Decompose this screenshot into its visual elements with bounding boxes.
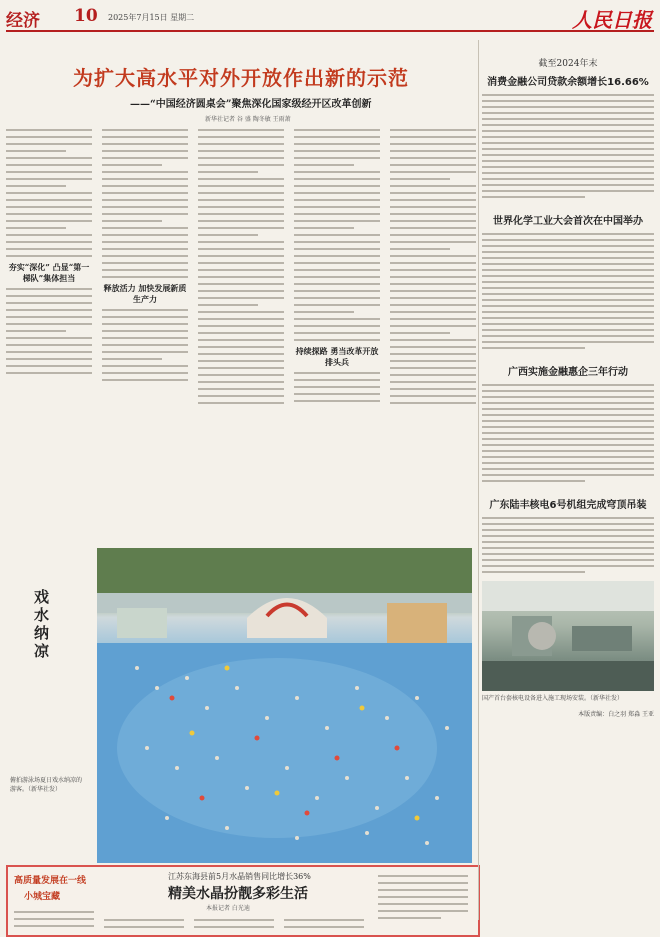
brief-4-body (482, 517, 654, 573)
lead-subhead-1: 夯实“深化” 凸显“第一梯队”集体担当 (8, 262, 90, 283)
feature-story-box (6, 865, 480, 937)
brief-2-headline: 世界化学工业大会首次在中国举办 (493, 216, 643, 227)
lead-subheadline: ——“中国经济圆桌会”聚焦深化国家级经开区改革创新 (130, 99, 372, 110)
photo-story-title: 戏水纳凉 (34, 588, 50, 660)
text-column (294, 125, 380, 545)
issue-date: 2025年7月15日 星期二 (108, 13, 195, 22)
brief-3-headline: 广西实施金融惠企三年行动 (508, 367, 628, 378)
feature-text-column (284, 915, 364, 933)
brief-2-body (482, 233, 654, 349)
section-name: 经济 (6, 11, 40, 31)
page-editor-credit: 本版责编：白之羽 郑淼 王亚 (578, 711, 654, 718)
feature-headline: 精美水晶扮靓多彩生活 (168, 886, 308, 902)
photo-story (6, 548, 90, 863)
text-column (6, 125, 92, 545)
text-column (102, 125, 188, 545)
column-divider (478, 40, 479, 920)
masthead (6, 4, 654, 32)
brief-4-headline: 广东陆丰核电6号机组完成穹顶吊装 (489, 500, 647, 511)
lead-headline: 为扩大高水平对外开放作出新的示范 (73, 66, 409, 90)
sidebar-photo-caption: 国产首台套核电设备进入施工现场安装。（新华社发） (482, 695, 624, 702)
feature-kicker: 江苏东海县前5月水晶销售同比增长36% (168, 872, 311, 881)
feature-byline: 本报记者 白光迪 (206, 905, 250, 912)
sidebar-photo (482, 581, 654, 691)
brief-3-body (482, 384, 654, 482)
feature-text-column (14, 907, 94, 932)
brief-1-body (482, 94, 654, 198)
feature-text-column (104, 915, 184, 933)
lead-subhead-2: 释放活力 加快发展新质生产力 (103, 283, 187, 304)
feature-tag-2: 小城宝藏 (24, 892, 61, 902)
brief-1-headline: 消费金融公司贷款余额增长16.66% (487, 77, 649, 88)
text-column (198, 125, 284, 545)
lead-subhead-3: 持续探路 勇当改革开放排头兵 (295, 346, 379, 367)
news-brief-sidebar (482, 40, 654, 920)
lead-byline: 新华社记者 谷 盛 陶冬敏 王雨萧 (205, 116, 291, 123)
brief-1-kicker: 截至2024年末 (538, 59, 598, 69)
water-park-photo (97, 548, 472, 863)
page-number: 10 (74, 6, 98, 26)
sidebar-photo-illustration (482, 581, 654, 691)
photo-illustration (97, 548, 472, 863)
feature-text-column (194, 915, 274, 933)
feature-tag: 高质量发展在一线 (14, 876, 87, 886)
lead-body-columns (6, 125, 476, 545)
text-column (390, 125, 476, 545)
paper-logo: 人民日报 (572, 8, 652, 32)
photo-story-caption: 俯拍游泳场夏日戏水纳凉的游客。（新华社发） (10, 777, 83, 793)
feature-text-column (378, 871, 468, 924)
